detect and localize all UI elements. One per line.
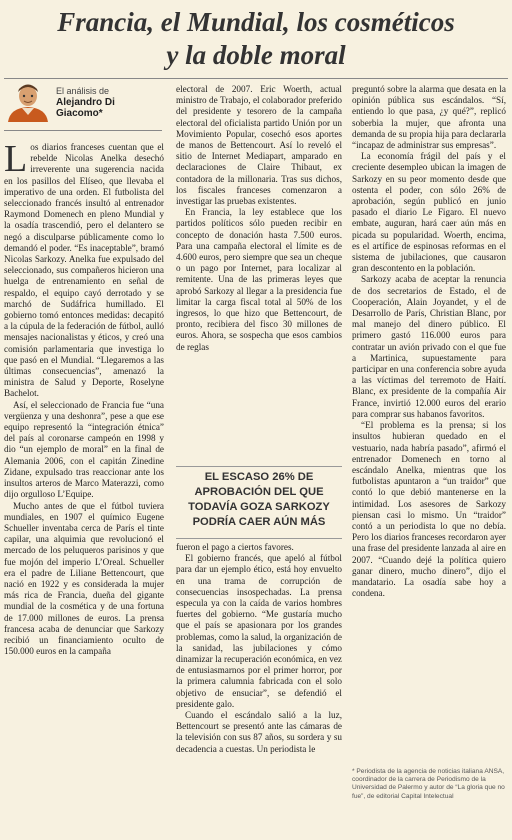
paragraph: os diarios franceses cuentan que el rebelde Nicolas Anelka desechó irreverente una sugerencia nacida en los pasillos del Elíseo, que llevaba el imperativo de una orden. El futbolista del seleccionado francés insultó al entrenador Raymond Domenech en pleno Mundial y la osadía trascendió, pero el delantero se negó a disculparse públicamente como lo demandó el poder. “Es inaceptable”, bramó Nicolas Sarkozy. Anelka fue expulsado del seleccionado, sus compañeros hicieron una huelga de entrenamiento en señal de respaldo, el equipo cayó derrotado y se marchó de Sudáfrica humillado. El gobierno tomó entonces medidas: decapitó a la cúpula de la federación de fútbol, aulló mensajes nacionalistas y éticos, y creó una comisión parlamentaria que investiga lo que pasó en el Mundial. “Llegaremos a las últimas consecuencias”, amenazó la ministra de Salud y Deporte, Roselyne Bachelot.	[4, 142, 164, 399]
author-label: El análisis de	[56, 86, 110, 96]
paragraph: Así, el seleccionado de Francia fue “una vergüenza y una deshonra”, pese a que ese equipo representó la “integración étnica” del país al coronarse campeón en 1998 y dio “un ejemplo de moral” en la final de Alemania 2006, con el capitán Zinedine Zidane, expulsado tras reaccionar ante los insultos arteros de Marco Materazzi, como dijo orgulloso L’Equipe.	[4, 399, 164, 500]
byline-rule	[4, 130, 162, 131]
title-line-1: Francia, el Mundial, los cosméticos	[57, 7, 455, 37]
author-name: Alejandro Di Giacomo*	[56, 97, 115, 119]
pull-quote-line: PODRÍA CAER AÚN MÁS	[192, 516, 326, 528]
pull-quote	[176, 466, 342, 539]
paragraph: En Francia, la ley establece que los partidos políticos sólo pueden recibir en concepto de donación hasta 7.500 euros. Para una campaña electoral el límite es de 4.600 euros, pero siempre que sea un cheque o un pago por Internet, para localizar al remitente. Una de las primeras leyes que aprobó Sarkozy al llegar a la presidencia fue limitar la carga fiscal total al 50% de los ingresos, lo que hizo que Bettencourt, de pronto, recibiera del fisco 30 millones de euros. Ahora, se sospecha que esos cambios de reglas	[176, 207, 342, 352]
article-title	[0, 6, 512, 72]
author-byline	[4, 82, 162, 126]
paragraph: fueron el pago a ciertos favores.	[176, 542, 294, 552]
pull-quote-line: TODAVÍA GOZA SARKOZY	[188, 501, 330, 513]
paragraph: La economía frágil del país y el creciente desempleo ubican la imagen de Sarkozy en su peor momento desde que ostenta el poder, con sólo 26% de aprobación, según publicó en junio pasado el diario Le Figaro. El nuevo embate, auguran, hará caer aún más en picada su popularidad. Woerth, encima, es el artífice de espinosas reformas en el sistema de jubilaciones, que causaron gran descontento en la población.	[352, 151, 506, 274]
column-2-top	[176, 84, 342, 460]
column-1	[4, 142, 164, 838]
column-3	[352, 84, 506, 762]
paragraph: Sarkozy acaba de aceptar la renuncia de dos secretarios de Estado, el de Cooperación, Alain Joyandet, y el de Desarrollo de París, Christian Blanc, por mal manejo del dinero público. El primero gastó 116.000 euros para contratar un avión privado con el que fue a Martinica, supuestamente para participar en una conferencia sobre ayuda a las víctimas del terremoto de Haití. Blanc, ex presidente de la compañía Air France, invirtió 12.000 euros del erario para comprar sus habanos favoritos.	[352, 274, 506, 419]
paragraph: “El problema es la prensa; si los insultos hubieran quedado en el vestuario, nada habría pasado”, afirmó el entrenador Domenech en torno al escándalo Anelka, mientras que los futbolistas apuntaron a “un traidor” que contó lo que debió mantenerse en la intimidad. Los asesores de Sarkozy piensan casi lo mismo. Un “traidor” contó a un periodista lo que no debía. Pero los diarios franceses recordaron ayer una frase del presidente lanzada al aire en 2007. “Cuando dejé la política quiero ganar dinero, mucho dinero”, dijo el mandatario. La osadía sabe hoy a condena.	[352, 420, 506, 599]
footnote-text: * Periodista de la agencia de noticias italiana ANSA, coordinador de la carrera de Periodismo de la Universidad de Palermo y autor de “La gloria que no fue”, de editorial Capital Intelectual	[352, 768, 505, 800]
pull-quote-line: APROBACIÓN DEL QUE	[194, 486, 324, 498]
author-portrait	[4, 82, 52, 122]
paragraph: Cuando el escándalo salió a la luz, Bettencourt se presentó ante las cámaras de la televisión con sus 87 años, su sordera y su decadencia a cuestas. Un periodista le	[176, 710, 342, 754]
title-line-2: y la doble moral	[166, 40, 346, 70]
pull-quote-line: EL ESCASO 26% DE	[204, 471, 314, 483]
paragraph: preguntó sobre la alarma que desata en la opinión pública sus escándalos. “Sí, entiendo lo que pasa, ¿y qué?”, replicó soberbia la mujer, que afronta una demanda de su propia hija para declararla “incapaz de administrar sus empresas”.	[352, 84, 506, 151]
paragraph: Mucho antes de que el fútbol tuviera mundiales, en 1907 el químico Eugene Schueller inventaba cerca de París el tinte capilar, una alquimia que revolucionó el mercado de los peluqueros parisinos y que fue mojón del imperio L’Oreal. Schueller era el padre de Liliane Bettencourt, que nació en 1922 y es considerada la mujer más rica de Francia, dueña del gigante mundial de la cosmética y de una fortuna de 17.000 millones de euros. La prensa francesa acaba de denunciar que Sarkozy recibió un financiamiento oculto de 150.000 euros en la campaña	[4, 500, 164, 657]
column-2-bottom	[176, 542, 342, 838]
paragraph: electoral de 2007. Eric Woerth, actual ministro de Trabajo, el colaborador preferido del presidente y tesorero de la campaña electoral del oficialista partido Unión por un Movimiento Popular, cosechó esos aportes de manos de Bettencourt. Así lo reveló el sitio de Internet Mediapart, amparado en declaraciones de Claire Thibaut, ex contadora de la millonaria. Tras sus dichos, los fiscales franceses comenzaron a investigar las pruebas existentes.	[176, 84, 342, 207]
paragraph: El gobierno francés, que apeló al fútbol para dar un ejemplo ético, está hoy envuelto en una trama de corrupción de consecuencias insospechadas. La prensa especula ya con la caída de varios hombres fuertes del gobierno. “Me gustaría mucho que el país se apasionara por los grandes problemas, como la salud, la organización de la sanidad, las jubilaciones y cómo dinamizar la recuperación económica, en vez de entusiasmarnos por el primer horror, por la primera calumnia fabricada con el solo objetivo de ensuciar”, se defendió el presidente galo.	[176, 553, 342, 709]
author-footnote	[352, 768, 506, 801]
dropcap: L	[4, 142, 28, 180]
title-rule	[4, 78, 508, 79]
